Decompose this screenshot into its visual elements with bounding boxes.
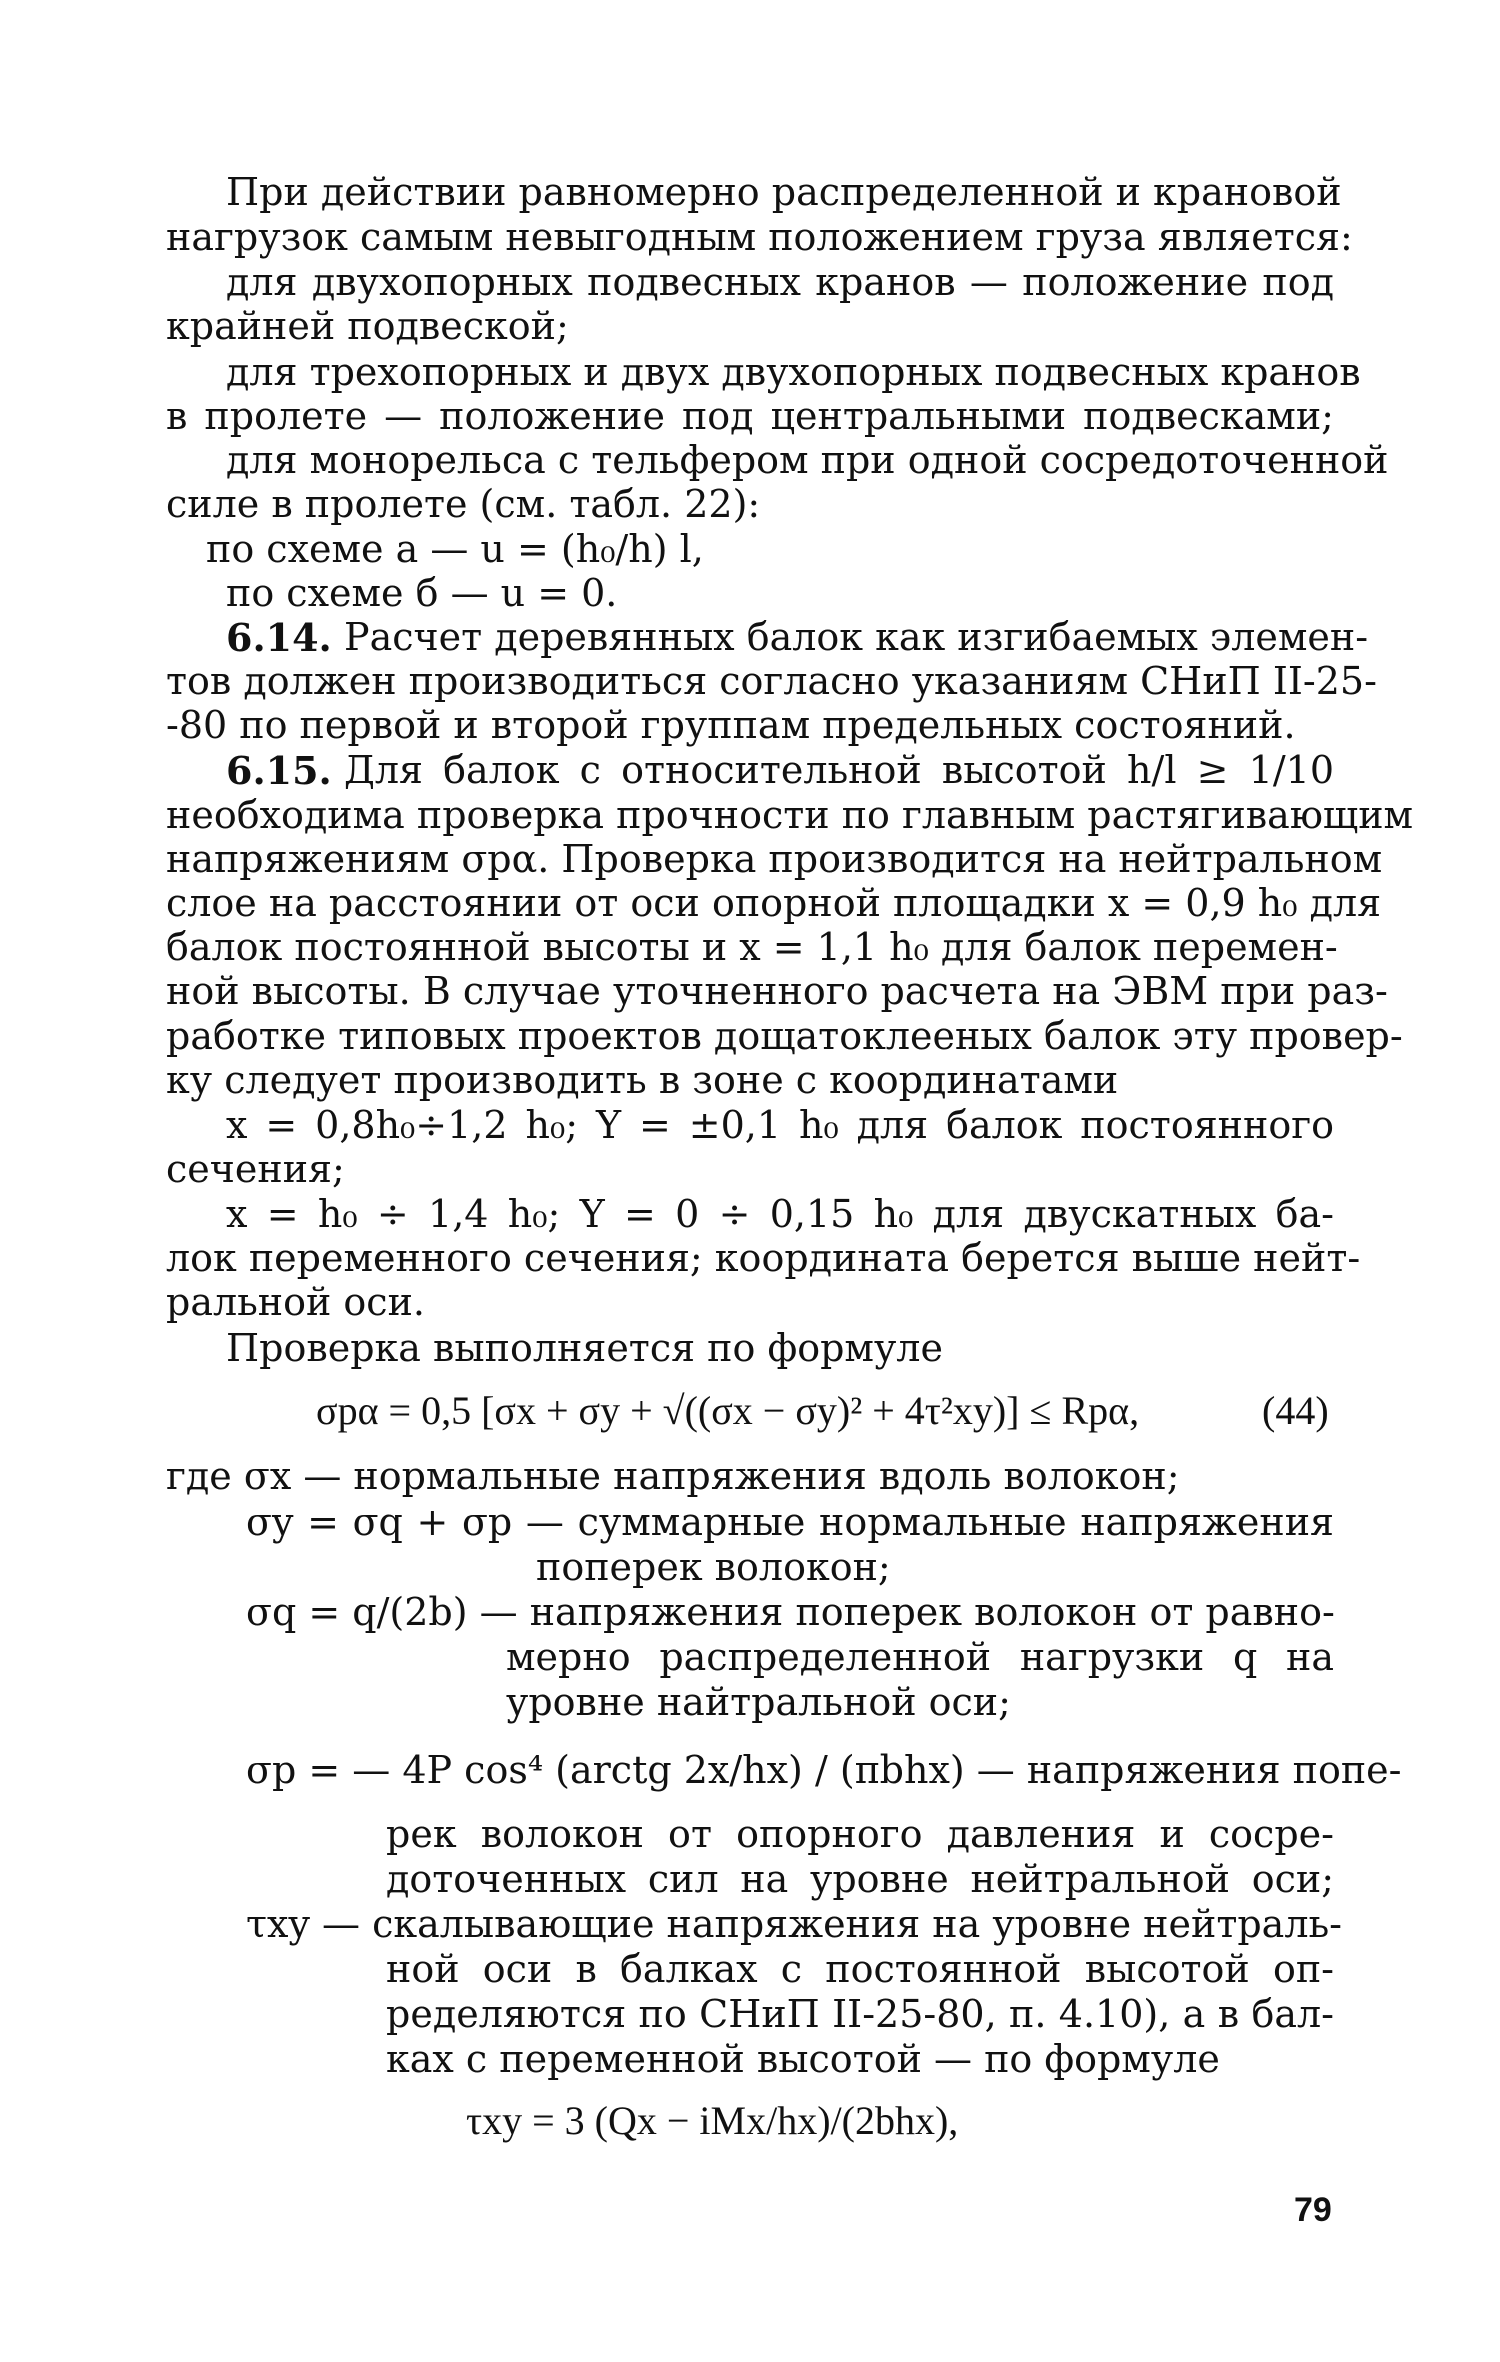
equation-number: (44)	[1262, 1388, 1329, 1433]
text-line: силе в пролете (см. табл. 22):	[166, 482, 761, 526]
formula-tau: τxy = 3 (Qx − iMx/hx)/(2bhx),	[466, 2098, 959, 2143]
text-line: в пролете — положение под центральными подвесками;	[166, 394, 1334, 438]
text-line: уровне найтральной оси;	[506, 1680, 1011, 1724]
text-line: мерно распределенной нагрузки q на	[506, 1635, 1334, 1679]
text-line: ной высоты. В случае уточненного расчета на ЭВМ при раз-	[166, 969, 1388, 1013]
text-line: При действии равномерно распределенной и крановой	[226, 170, 1342, 214]
text-line: σq = q/(2b) — напряжения поперек волокон от равно-	[246, 1590, 1335, 1634]
text-line: x = h₀ ÷ 1,4 h₀; Y = 0 ÷ 0,15 h₀ для двускатных ба-	[226, 1192, 1334, 1236]
text-line: ку следует производить в зоне с координатами	[166, 1058, 1119, 1102]
text-line: -80 по первой и второй группам предельных состояний.	[166, 703, 1296, 747]
formula-44: σpα = 0,5 [σx + σy + √((σx − σy)² + 4τ²xy)] ≤ Rpα,	[316, 1388, 1140, 1433]
page-number: 79	[1294, 2191, 1332, 2229]
text-line: для трехопорных и двух двухопорных подвесных кранов	[226, 350, 1361, 394]
text-line: ной оси в балках с постоянной высотой оп-	[386, 1947, 1334, 1991]
section-number: 6.15.	[226, 748, 332, 793]
text-line: балок постоянной высоты и x = 1,1 h₀ для балок перемен-	[166, 925, 1338, 969]
text-line: x = 0,8h₀÷1,2 h₀; Y = ±0,1 h₀ для балок постоянного	[226, 1103, 1334, 1147]
text-line: ках с переменной высотой — по формуле	[386, 2037, 1220, 2081]
text-line: по схеме б — u = 0.	[226, 571, 618, 615]
text-line: где σx — нормальные напряжения вдоль волокон;	[166, 1454, 1180, 1498]
text-line: сечения;	[166, 1147, 345, 1191]
text-line: слое на расстоянии от оси опорной площадки x = 0,9 h₀ для	[166, 881, 1382, 925]
text-line: тов должен производиться согласно указаниям СНиП II-25-	[166, 659, 1377, 703]
text-line: для монорельса с тельфером при одной сосредоточенной	[226, 438, 1389, 482]
text-line: нагрузок самым невыгодным положением груза является:	[166, 215, 1353, 259]
text-line: τxy — скалывающие напряжения на уровне нейтраль-	[246, 1902, 1342, 1946]
text-line: крайней подвеской;	[166, 304, 569, 348]
text-line: рек волокон от опорного давления и сосре-	[386, 1812, 1334, 1856]
text-line: σp = — 4P cos⁴ (arctg 2x/hx) / (πbhx) — напряжения попе-	[246, 1748, 1402, 1792]
text-line: Для балок с относительной высотой h/l ≥ 1/10	[344, 748, 1334, 792]
text-line: лок переменного сечения; координата берется выше нейт-	[166, 1236, 1361, 1280]
text-line: работке типовых проектов дощатоклееных балок эту провер-	[166, 1014, 1403, 1058]
text-line: Проверка выполняется по формуле	[226, 1326, 943, 1370]
text-line: Расчет деревянных балок как изгибаемых элемен-	[344, 615, 1369, 659]
text-line: для двухопорных подвесных кранов — положение под	[226, 260, 1334, 304]
text-line: ределяются по СНиП II-25-80, п. 4.10), а в бал-	[386, 1992, 1334, 2036]
text-line: напряжениям σpα. Проверка производится на нейтральном	[166, 837, 1383, 881]
section-number: 6.14.	[226, 615, 332, 660]
text-line: доточенных сил на уровне нейтральной оси;	[386, 1857, 1334, 1901]
text-line: по схеме а — u = (h₀/h) l,	[206, 527, 704, 571]
text-line: ральной оси.	[166, 1280, 425, 1324]
text-line: σy = σq + σp — суммарные нормальные напряжения	[246, 1500, 1334, 1544]
text-line: необходима проверка прочности по главным растягивающим	[166, 793, 1414, 837]
text-line: поперек волокон;	[536, 1545, 891, 1589]
